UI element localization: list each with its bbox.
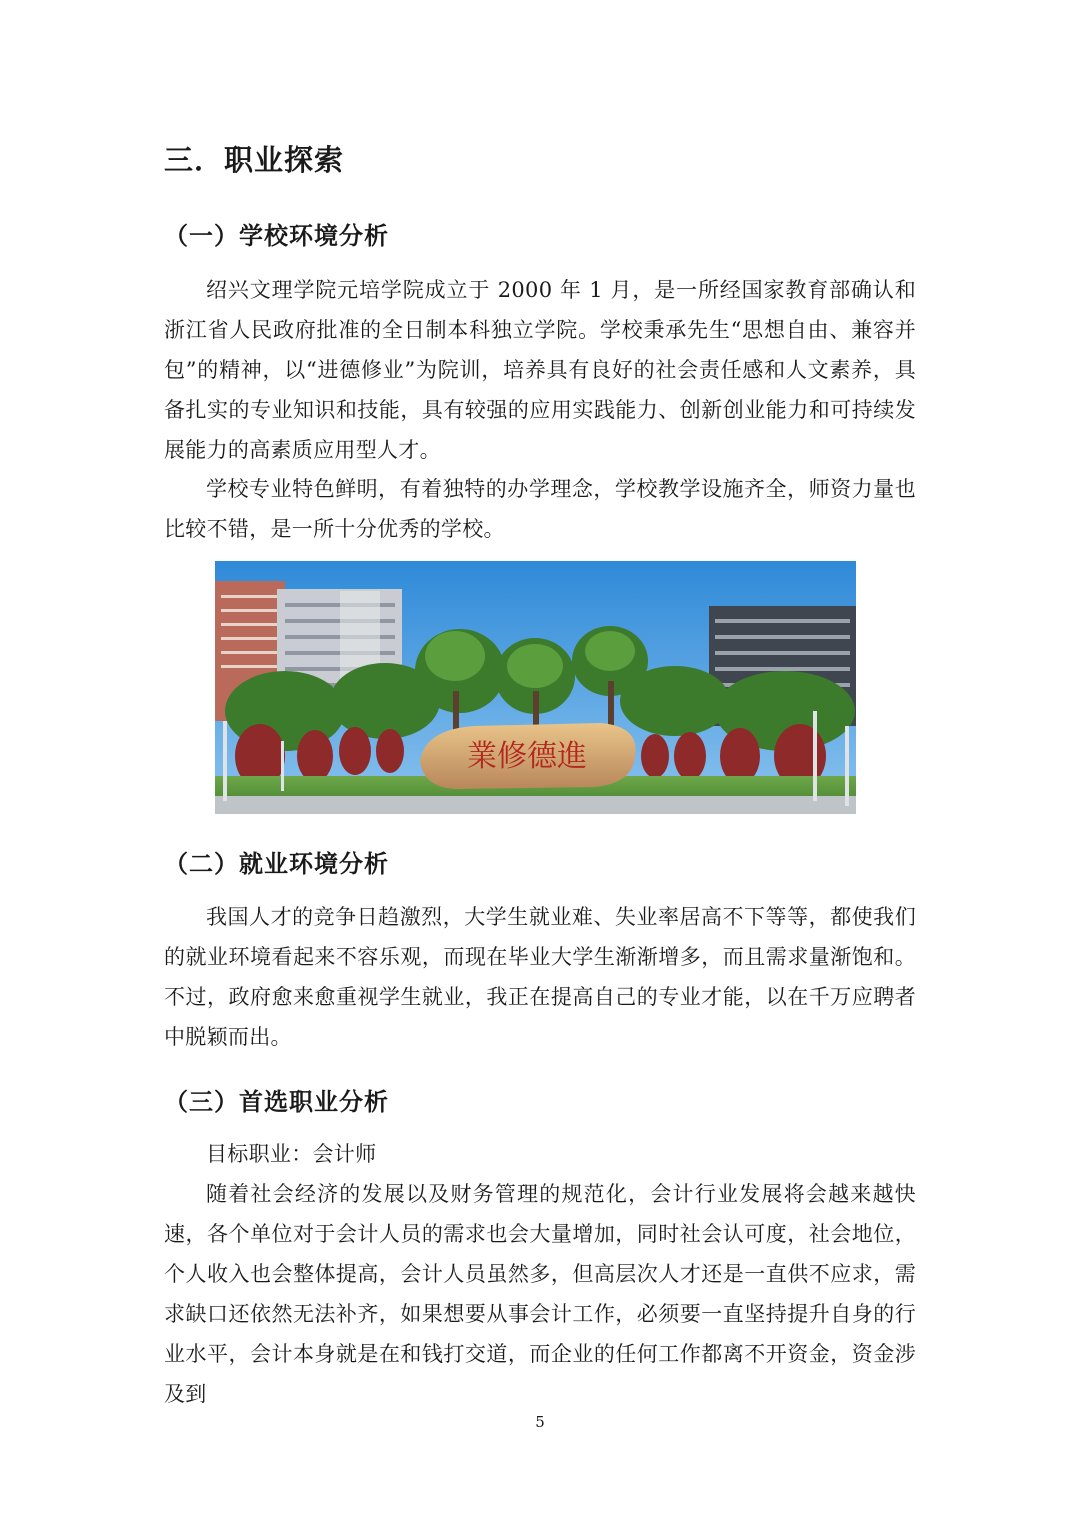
target-career-line: 目标职业：会计师 [206,1142,377,1166]
paragraph-school-intro: 绍兴文理学院元培学院成立于 2000 年 1 月，是一所经国家教育部确认和浙江省人民政府批准的全日制本科独立学院。学校秉承先生“思想自由、兼容并包”的精神，以“进德修业”为院训，培养具有良好的社会责任感和人文素养，具备扎实的专业知识和技能，具有较强的应用实践能力、创新创业能力和可持续发展能力的高素质应用型人才。 [164,278,916,462]
paragraph-school-features: 学校专业特色鲜明，有着独特的办学理念，学校教学设施齐全，师资力量也比较不错，是一所十分优秀的学校。 [164,477,916,541]
campus-photo [215,561,856,814]
page-number: 5 [535,1413,545,1431]
paragraph-career: 随着社会经济的发展以及财务管理的规范化，会计行业发展将会越来越快速，各个单位对于会计人员的需求也会大量增加，同时社会认可度，社会地位，个人收入也会整体提高，会计人员虽然多，但高层次人才还是一直供不应求，需求缺口还依然无法补齐，如果想要从事会计工作，必须要一直坚持提升自身的行业水平，会计本身就是在和钱打交道，而企业的任何工作都离不开资金，资金涉及到 [164,1182,916,1406]
section-title: 三．职业探索 [164,143,345,177]
rock-inscription: 業修德進 [467,739,587,774]
heading-career-analysis: （三）首选职业分析 [164,1088,389,1116]
campus-photo-image [215,561,856,814]
heading-employment-environment: （二）就业环境分析 [164,850,389,878]
heading-school-environment: （一）学校环境分析 [164,222,389,250]
paragraph-employment: 我国人才的竞争日趋激烈，大学生就业难、失业率居高不下等等，都使我们的就业环境看起来不容乐观，而现在毕业大学生渐渐增多，而且需求量渐饱和。不过，政府愈来愈重视学生就业，我正在提高自己的专业才能，以在千万应聘者中脱颖而出。 [164,905,916,1049]
